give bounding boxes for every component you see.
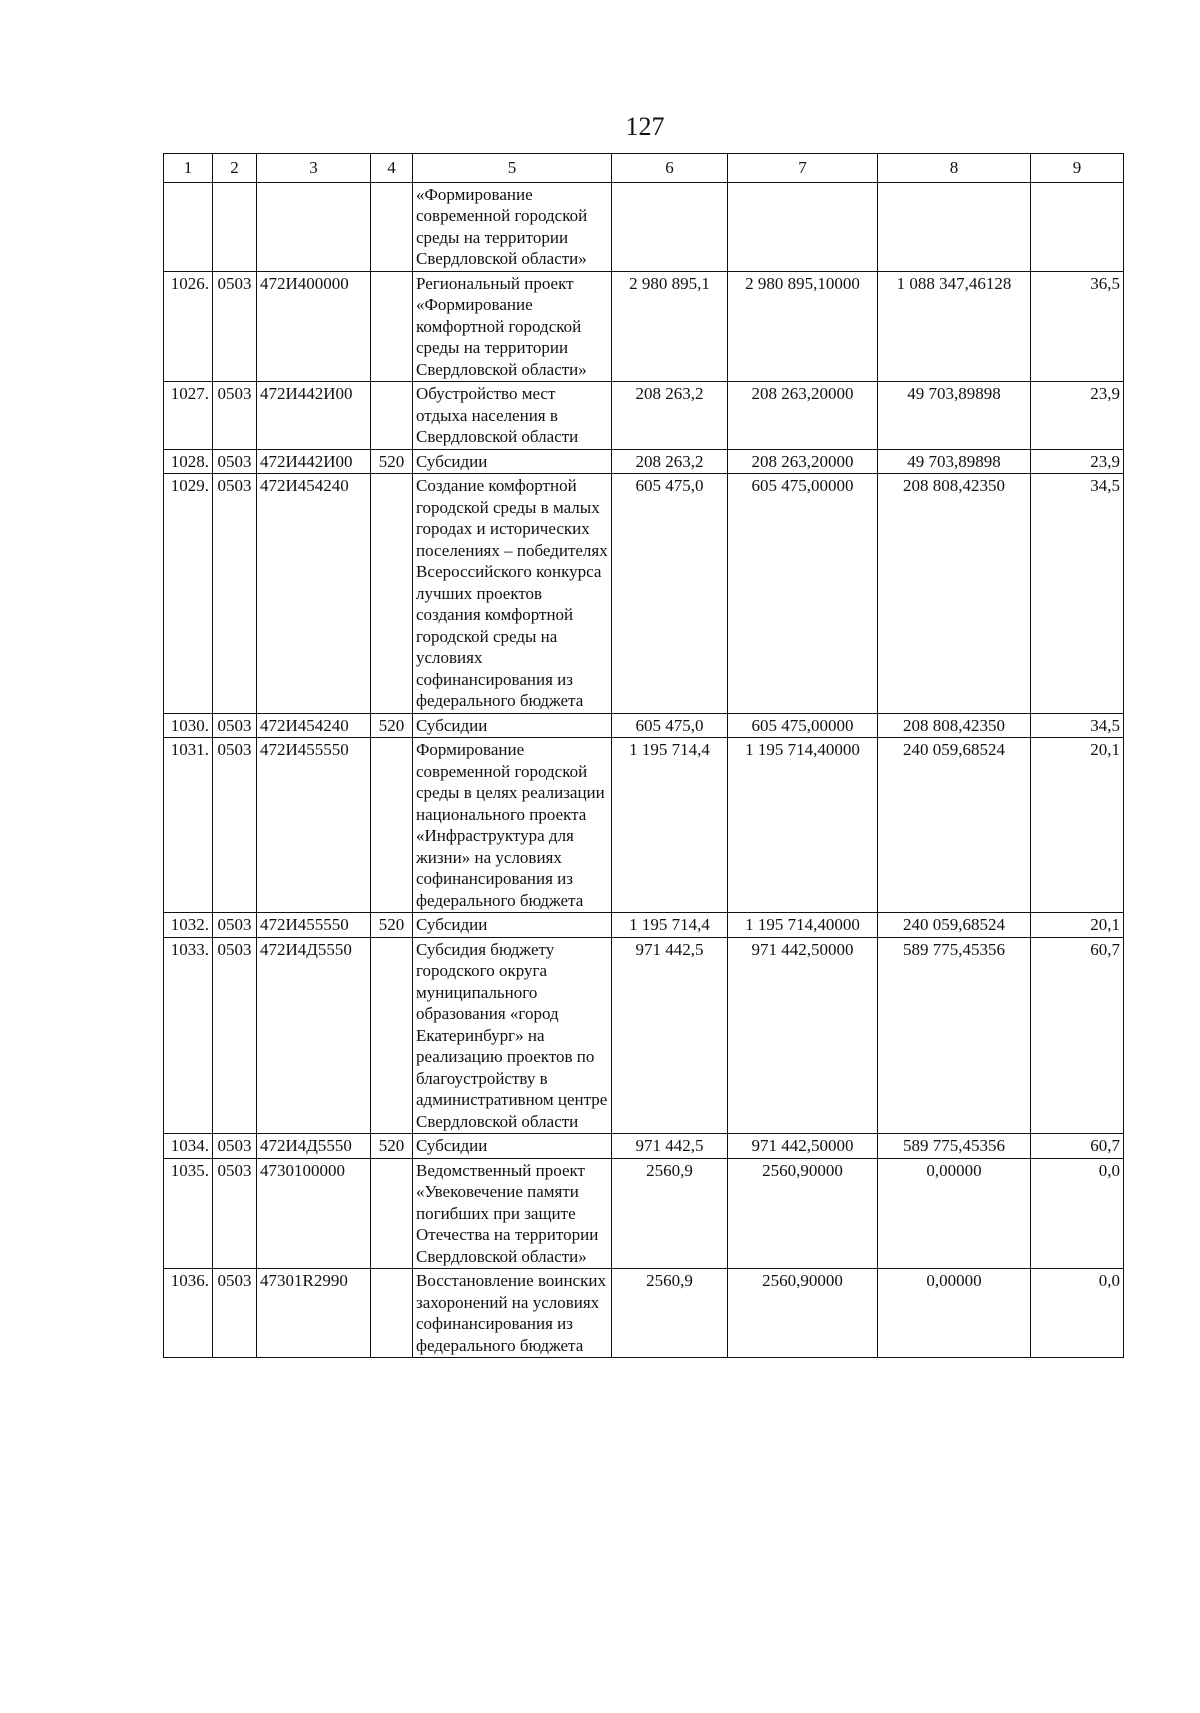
value-col-6: 2560,9	[612, 1269, 728, 1358]
value-col-9: 20,1	[1031, 913, 1124, 938]
target-article-code: 472И442И00	[257, 449, 371, 474]
section-code: 0503	[213, 382, 257, 450]
value-col-6	[612, 182, 728, 271]
value-col-6: 971 442,5	[612, 1134, 728, 1159]
target-article-code: 472И455550	[257, 738, 371, 913]
row-number: 1036.	[164, 1269, 213, 1358]
table-row	[164, 382, 1124, 450]
value-col-9: 23,9	[1031, 449, 1124, 474]
value-col-6: 208 263,2	[612, 382, 728, 450]
value-col-9: 0,0	[1031, 1158, 1124, 1269]
value-col-7: 2 980 895,10000	[728, 271, 878, 382]
item-name: Субсидии	[413, 913, 612, 938]
table-row	[164, 271, 1124, 382]
table-row	[164, 738, 1124, 913]
item-name: Субсидии	[413, 713, 612, 738]
expense-type-code	[371, 1269, 413, 1358]
target-article-code: 472И454240	[257, 713, 371, 738]
expense-type-code: 520	[371, 1134, 413, 1159]
value-col-6: 208 263,2	[612, 449, 728, 474]
column-header: 1	[164, 154, 213, 183]
column-header: 5	[413, 154, 612, 183]
value-col-7: 1 195 714,40000	[728, 913, 878, 938]
section-code: 0503	[213, 1269, 257, 1358]
column-header: 8	[878, 154, 1031, 183]
value-col-8: 589 775,45356	[878, 937, 1031, 1134]
row-number: 1034.	[164, 1134, 213, 1159]
section-code	[213, 182, 257, 271]
value-col-6: 971 442,5	[612, 937, 728, 1134]
value-col-6: 2560,9	[612, 1158, 728, 1269]
value-col-8: 240 059,68524	[878, 913, 1031, 938]
section-code: 0503	[213, 713, 257, 738]
table-row	[164, 713, 1124, 738]
value-col-9	[1031, 182, 1124, 271]
value-col-8	[878, 182, 1031, 271]
item-name: Формирование современной городской среды в целях реализации национального проекта «Инфраструктура для жизни» на условиях софинансирования из федерального бюджета	[413, 738, 612, 913]
expense-type-code	[371, 182, 413, 271]
value-col-8: 589 775,45356	[878, 1134, 1031, 1159]
item-name: Создание комфортной городской среды в малых городах и исторических поселениях – победителях Всероссийского конкурса лучших проектов создания комфортной городской среды на условиях софинансирования из федерального бюджета	[413, 474, 612, 714]
table-row	[164, 182, 1124, 271]
item-name: Субсидии	[413, 449, 612, 474]
item-name: Субсидия бюджету городского округа муниципального образования «город Екатеринбург» на реализацию проектов по благоустройству в административном центре Свердловской области	[413, 937, 612, 1134]
section-code: 0503	[213, 1158, 257, 1269]
item-name: Ведомственный проект «Увековечение памяти погибших при защите Отечества на территории Свердловской области»	[413, 1158, 612, 1269]
section-code: 0503	[213, 1134, 257, 1159]
section-code: 0503	[213, 474, 257, 714]
value-col-6: 1 195 714,4	[612, 738, 728, 913]
value-col-8: 1 088 347,46128	[878, 271, 1031, 382]
row-number	[164, 182, 213, 271]
row-number: 1029.	[164, 474, 213, 714]
table-row	[164, 1134, 1124, 1159]
expense-type-code: 520	[371, 449, 413, 474]
value-col-7: 605 475,00000	[728, 474, 878, 714]
value-col-8: 0,00000	[878, 1158, 1031, 1269]
value-col-9: 0,0	[1031, 1269, 1124, 1358]
value-col-8: 208 808,42350	[878, 474, 1031, 714]
value-col-9: 20,1	[1031, 738, 1124, 913]
expense-type-code: 520	[371, 713, 413, 738]
value-col-6: 605 475,0	[612, 713, 728, 738]
value-col-9: 60,7	[1031, 937, 1124, 1134]
value-col-6: 605 475,0	[612, 474, 728, 714]
value-col-7: 2560,90000	[728, 1158, 878, 1269]
row-number: 1026.	[164, 271, 213, 382]
table-row	[164, 1158, 1124, 1269]
value-col-9: 60,7	[1031, 1134, 1124, 1159]
row-number: 1035.	[164, 1158, 213, 1269]
item-name: Обустройство мест отдыха населения в Свердловской области	[413, 382, 612, 450]
value-col-8: 240 059,68524	[878, 738, 1031, 913]
section-code: 0503	[213, 937, 257, 1134]
value-col-7: 971 442,50000	[728, 1134, 878, 1159]
target-article-code: 472И4Д5550	[257, 937, 371, 1134]
table-row	[164, 913, 1124, 938]
value-col-7: 208 263,20000	[728, 449, 878, 474]
page-number: 127	[625, 112, 665, 141]
table-body	[164, 182, 1124, 1358]
target-article-code: 472И4Д5550	[257, 1134, 371, 1159]
expense-type-code	[371, 738, 413, 913]
row-number: 1032.	[164, 913, 213, 938]
row-number: 1031.	[164, 738, 213, 913]
expense-type-code	[371, 271, 413, 382]
item-name: «Формирование современной городской среды на территории Свердловской области»	[413, 182, 612, 271]
item-name: Региональный проект «Формирование комфортной городской среды на территории Свердловской области»	[413, 271, 612, 382]
expense-type-code	[371, 474, 413, 714]
table-row	[164, 1269, 1124, 1358]
expense-type-code	[371, 937, 413, 1134]
target-article-code: 472И400000	[257, 271, 371, 382]
table-row	[164, 449, 1124, 474]
column-header: 6	[612, 154, 728, 183]
value-col-6: 2 980 895,1	[612, 271, 728, 382]
row-number: 1027.	[164, 382, 213, 450]
value-col-9: 34,5	[1031, 713, 1124, 738]
row-number: 1028.	[164, 449, 213, 474]
section-code: 0503	[213, 738, 257, 913]
value-col-9: 23,9	[1031, 382, 1124, 450]
column-header: 2	[213, 154, 257, 183]
target-article-code: 472И455550	[257, 913, 371, 938]
target-article-code: 472И454240	[257, 474, 371, 714]
table-row	[164, 937, 1124, 1134]
column-header: 7	[728, 154, 878, 183]
target-article-code: 472И442И00	[257, 382, 371, 450]
value-col-8: 49 703,89898	[878, 382, 1031, 450]
column-header: 3	[257, 154, 371, 183]
expense-type-code	[371, 1158, 413, 1269]
section-code: 0503	[213, 913, 257, 938]
value-col-8: 208 808,42350	[878, 713, 1031, 738]
section-code: 0503	[213, 449, 257, 474]
value-col-7: 2560,90000	[728, 1269, 878, 1358]
budget-table	[163, 153, 1124, 1358]
column-number-header	[164, 154, 1124, 183]
value-col-6: 1 195 714,4	[612, 913, 728, 938]
value-col-7	[728, 182, 878, 271]
row-number: 1033.	[164, 937, 213, 1134]
target-article-code: 4730100000	[257, 1158, 371, 1269]
target-article-code	[257, 182, 371, 271]
expense-type-code: 520	[371, 913, 413, 938]
column-header: 4	[371, 154, 413, 183]
value-col-9: 36,5	[1031, 271, 1124, 382]
value-col-8: 49 703,89898	[878, 449, 1031, 474]
value-col-7: 208 263,20000	[728, 382, 878, 450]
table-row	[164, 474, 1124, 714]
value-col-7: 605 475,00000	[728, 713, 878, 738]
value-col-7: 1 195 714,40000	[728, 738, 878, 913]
row-number: 1030.	[164, 713, 213, 738]
expense-type-code	[371, 382, 413, 450]
value-col-7: 971 442,50000	[728, 937, 878, 1134]
item-name: Восстановление воинских захоронений на условиях софинансирования из федерального бюджета	[413, 1269, 612, 1358]
value-col-9: 34,5	[1031, 474, 1124, 714]
section-code: 0503	[213, 271, 257, 382]
target-article-code: 47301R2990	[257, 1269, 371, 1358]
item-name: Субсидии	[413, 1134, 612, 1159]
column-header: 9	[1031, 154, 1124, 183]
value-col-8: 0,00000	[878, 1269, 1031, 1358]
